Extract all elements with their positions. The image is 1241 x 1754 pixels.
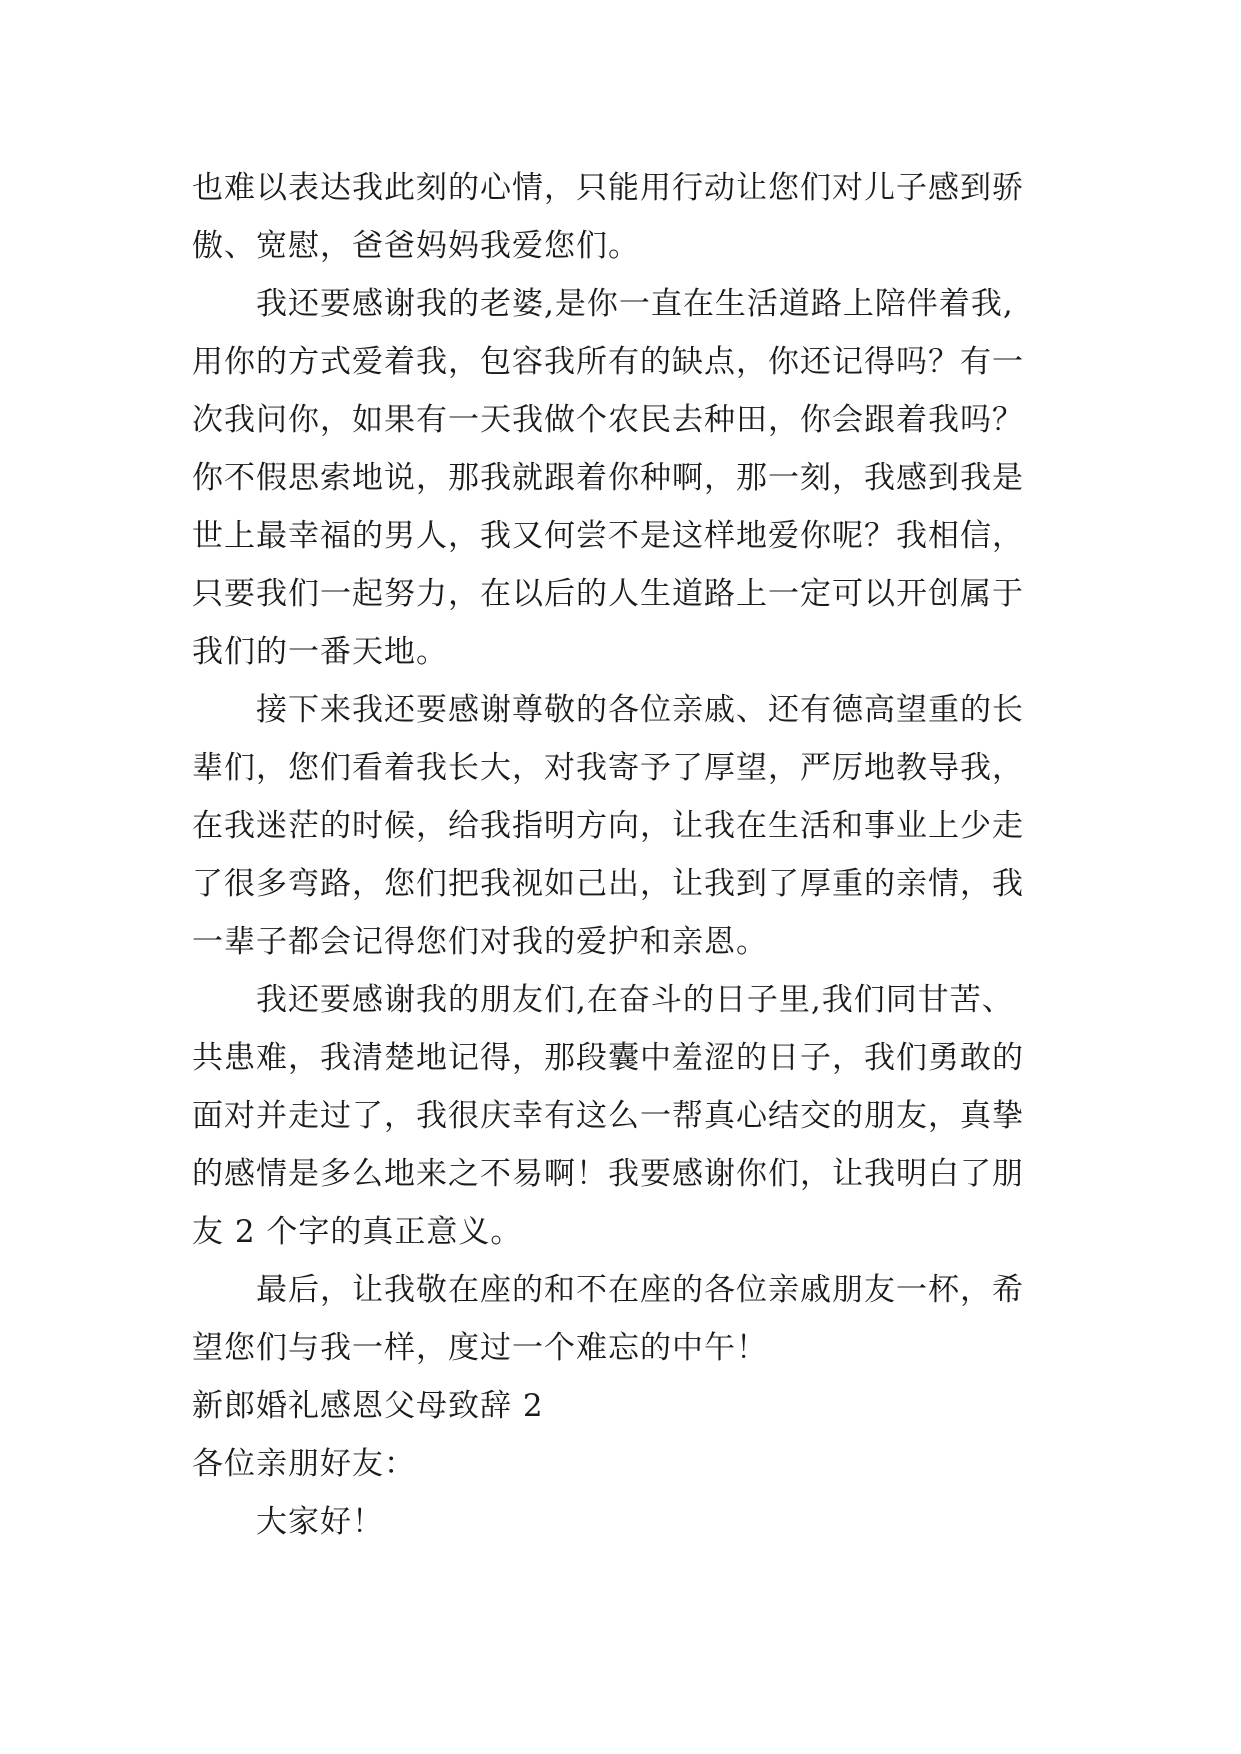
text-line: 一辈子都会记得您们对我的爱护和亲恩。 (192, 924, 768, 960)
text-line: 只要我们一起努力，在以后的人生道路上一定可以开创属于 (192, 576, 1024, 612)
paragraph-start-line: 最后，让我敬在座的和不在座的各位亲戚朋友一杯，希 (256, 1272, 1024, 1308)
text-line: 我们的一番天地。 (192, 634, 448, 670)
text-line: 傲、宽慰，爸爸妈妈我爱您们。 (192, 228, 640, 264)
paragraph-start-line: 接下来我还要感谢尊敬的各位亲戚、还有德高望重的长 (256, 692, 1024, 728)
text-line: 友 2 个字的真正意义。 (192, 1214, 523, 1250)
text-line: 共患难，我清楚地记得，那段囊中羞涩的日子，我们勇敢的 (192, 1040, 1024, 1076)
text-line: 你不假思索地说，那我就跟着你种啊，那一刻，我感到我是 (192, 460, 1024, 496)
text-line: 辈们，您们看着我长大，对我寄予了厚望，严厉地教导我， (192, 750, 1024, 786)
text-line: 望您们与我一样，度过一个难忘的中午！ (192, 1330, 768, 1366)
text-line: 的感情是多么地来之不易啊！我要感谢你们，让我明白了朋 (192, 1156, 1024, 1192)
text-line: 了很多弯路，您们把我视如己出，让我到了厚重的亲情，我 (192, 866, 1024, 902)
greeting: 大家好！ (256, 1504, 384, 1540)
text-line: 面对并走过了，我很庆幸有这么一帮真心结交的朋友，真挚 (192, 1098, 1024, 1134)
section-heading: 新郎婚礼感恩父母致辞 2 (192, 1388, 544, 1424)
text-line: 也难以表达我此刻的心情，只能用行动让您们对儿子感到骄 (192, 170, 1024, 206)
salutation: 各位亲朋好友： (192, 1446, 416, 1482)
text-line: 在我迷茫的时候，给我指明方向，让我在生活和事业上少走 (192, 808, 1024, 844)
text-line: 次我问你，如果有一天我做个农民去种田，你会跟着我吗？ (192, 402, 1024, 438)
text-line: 用你的方式爱着我，包容我所有的缺点，你还记得吗？有一 (192, 344, 1024, 380)
text-line: 世上最幸福的男人，我又何尝不是这样地爱你呢？我相信， (192, 518, 1024, 554)
paragraph-start-line: 我还要感谢我的老婆,是你一直在生活道路上陪伴着我, (256, 286, 1014, 322)
paragraph-start-line: 我还要感谢我的朋友们,在奋斗的日子里,我们同甘苦、 (256, 982, 1014, 1018)
